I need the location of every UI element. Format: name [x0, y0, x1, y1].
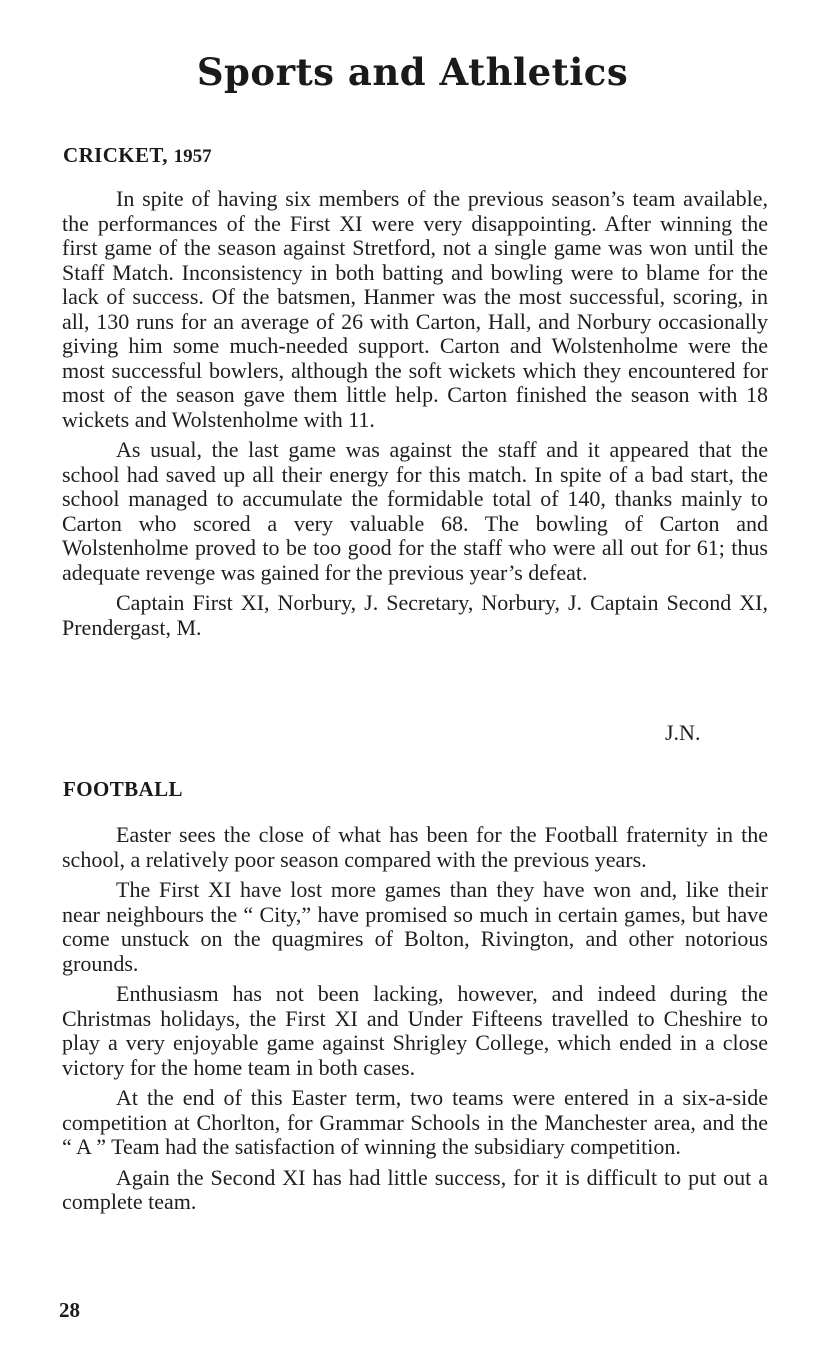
football-heading: FOOTBALL	[63, 777, 183, 801]
football-paragraph: Again the Second XI has had little success, for it is difficult to put out a complete team.	[62, 1164, 768, 1214]
page-title: Sports and Athletics	[196, 50, 629, 94]
football-paragraph: Easter sees the close of what has been for the Football fraternity in the school, a relatively poor season compared with the previous years.	[62, 822, 768, 872]
cricket-paragraph: Captain First XI, Norbury, J. Secretary, Norbury, J. Captain Second XI, Prendergast, M.	[62, 590, 768, 640]
cricket-paragraph: As usual, the last game was against the staff and it appeared that the school had saved up all their energy for this match. In spite of a bad start, the school managed to accumulate the formidable total of 140, thanks mainly to Carton who scored a very valuable 68. The bowling of Carton and Wolstenholme proved to be too good for the staff who were all out for 61; thus adequate revenge was gained for the previous year’s defeat.	[62, 437, 768, 585]
football-paragraph: At the end of this Easter term, two teams were entered in a six-a-side competition at Chorlton, for Grammar Schools in the Manchester area, and the “ A ” Team had the satisfaction of winning the subsidiary competition.	[62, 1085, 768, 1159]
cricket-heading	[63, 141, 212, 171]
football-paragraph: Enthusiasm has not been lacking, however, and indeed during the Christmas holidays, the First XI and Under Fifteens travelled to Cheshire to play a very enjoyable game against Shrigley College, which ended in a close victory for the home team in both cases.	[62, 981, 768, 1080]
cricket-signature: J.N.	[665, 720, 701, 745]
cricket-paragraph: In spite of having six members of the previous season’s team available, the performances of the First XI were very disappointing. After winning the first game of the season against Stretford, not a single game was won until the Staff Match. Inconsistency in both batting and bowling were to blame for the lack of success. Of the batsmen, Hanmer was the most successful, scoring, in all, 130 runs for an average of 26 with Carton, Hall, and Norbury occasionally giving him some much-needed support. Carton and Wolstenholme were the most successful bowlers, although the soft wickets which they encountered for most of the season gave them little help. Carton finished the season with 18 wickets and Wolstenholme with 11.	[62, 186, 768, 432]
football-paragraph: The First XI have lost more games than they have won and, like their near neighbours the “ City,” have promised so much in certain games, but have come unstuck on the quagmires of Bolton, Rivington, and other notorious grounds.	[62, 877, 768, 976]
cricket-heading-label: CRICKET,	[63, 143, 168, 167]
football-body	[62, 823, 768, 1215]
page-number: 28	[59, 1298, 80, 1322]
cricket-body	[62, 187, 768, 640]
cricket-heading-year: 1957	[173, 146, 212, 167]
